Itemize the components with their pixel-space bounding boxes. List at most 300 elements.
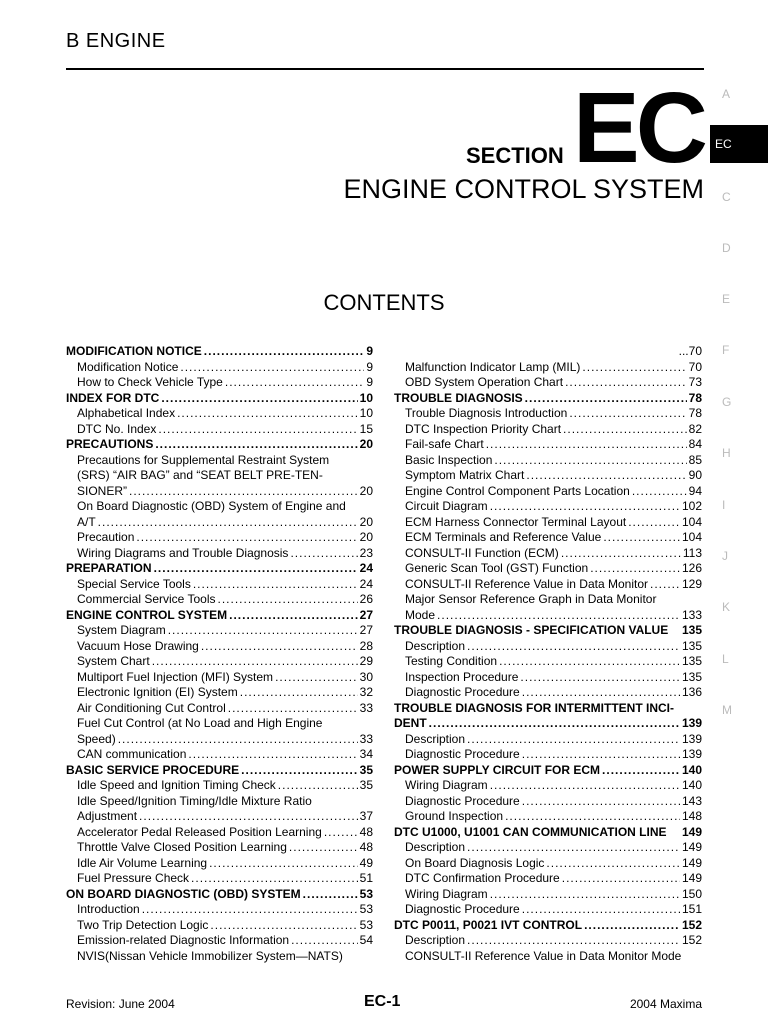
toc-entry-title: Adjustment (77, 809, 138, 823)
toc-entry[interactable] (394, 840, 702, 856)
toc-leader-dots (522, 902, 680, 918)
toc-entry-title: System Diagram (77, 623, 166, 637)
toc-leader-dots (291, 933, 358, 949)
toc-leader-dots (525, 391, 687, 407)
toc-entry-page: 150 (681, 886, 702, 901)
toc-leader-dots (467, 639, 680, 655)
side-tab-letter[interactable]: G (722, 395, 732, 409)
toc-leader-dots (225, 375, 364, 391)
toc-entry[interactable] (394, 670, 702, 686)
toc-entry[interactable] (66, 902, 373, 918)
toc-entry-page: 152 (681, 917, 702, 932)
toc-entry-page: 48 (359, 824, 373, 839)
toc-entry-page: 139 (681, 716, 702, 730)
toc-leader-dots (209, 856, 358, 872)
footer-page-number: EC-1 (364, 993, 401, 1010)
toc-leader-dots (520, 670, 680, 686)
toc-entry-page: 9 (366, 344, 373, 358)
toc-entry-page: 10 (359, 406, 373, 420)
toc-entry-page: 82 (688, 421, 702, 436)
toc-entry[interactable] (66, 918, 373, 934)
toc-leader-dots (303, 887, 358, 903)
toc-entry-title: Throttle Valve Closed Position Learning (77, 840, 287, 854)
toc-entry-title: A/T (77, 514, 96, 529)
toc-leader-dots (499, 654, 680, 670)
toc-entry[interactable] (66, 794, 373, 810)
toc-entry-title: DTC Inspection Priority Chart (405, 421, 562, 436)
toc-entry-page: 73 (688, 375, 702, 389)
toc-entry-page: 37 (359, 809, 373, 823)
toc-leader-dots (290, 546, 357, 562)
toc-entry[interactable] (394, 546, 702, 562)
toc-leader-dots (218, 592, 358, 608)
toc-leader-dots (289, 840, 358, 856)
toc-entry[interactable] (66, 654, 373, 670)
toc-entry-page: 9 (366, 359, 373, 374)
toc-leader-dots (158, 422, 357, 438)
toc-leader-dots (429, 716, 680, 732)
toc-entry-page: 78 (688, 390, 702, 405)
toc-entry[interactable] (394, 856, 702, 872)
toc-entry-title: Description (405, 731, 466, 746)
toc-entry[interactable] (394, 406, 702, 422)
toc-entry-page: 139 (681, 731, 702, 746)
toc-entry-page: 48 (359, 840, 373, 854)
toc-entry-page: 113 (682, 545, 702, 560)
toc-leader-dots (191, 871, 358, 887)
toc-leader-dots (188, 747, 357, 763)
toc-entry-page: 54 (359, 933, 373, 947)
toc-entry-title: Diagnostic Procedure (405, 747, 520, 761)
toc-leader-dots (628, 515, 680, 531)
toc-entry-page: 149 (681, 824, 702, 839)
toc-entry-page: 139 (681, 747, 702, 761)
toc-entry-title: ON BOARD DIAGNOSTIC (OBD) SYSTEM (66, 886, 301, 901)
toc-entry[interactable] (394, 701, 702, 717)
toc-entry-title: TROUBLE DIAGNOSIS FOR INTERMITTENT INCI- (394, 700, 674, 715)
toc-leader-dots (201, 639, 358, 655)
toc-entry[interactable] (394, 515, 702, 531)
toc-entry-title: Malfunction Indicator Lamp (MIL) (405, 359, 581, 374)
running-header: B ENGINE (66, 30, 166, 52)
side-tab-letter[interactable]: M (722, 703, 732, 717)
toc-leader-dots (522, 794, 680, 810)
toc-entry[interactable] (66, 685, 373, 701)
footer-revision: Revision: June 2004 (66, 997, 175, 1011)
toc-entry[interactable] (66, 468, 373, 484)
toc-entry-title: POWER SUPPLY CIRCUIT FOR ECM (394, 762, 601, 777)
toc-entry-title: MODIFICATION NOTICE (66, 344, 202, 358)
toc-leader-dots (494, 453, 686, 469)
toc-entry-page: 20 (359, 483, 373, 498)
side-tab-letter[interactable]: I (722, 498, 726, 512)
toc-entry[interactable] (394, 747, 702, 763)
toc-entry-page: 53 (359, 917, 373, 932)
toc-entry[interactable] (66, 871, 373, 887)
header-rule (66, 68, 704, 70)
toc-entry-title: Description (405, 840, 466, 854)
section-label: SECTION (466, 143, 564, 168)
toc-leader-dots (228, 701, 358, 717)
toc-entry[interactable] (66, 747, 373, 763)
toc-entry[interactable] (394, 887, 702, 903)
toc-entry-page: 20 (359, 530, 373, 544)
toc-entry-title: Air Conditioning Cut Control (77, 700, 226, 715)
toc-entry-title: TROUBLE DIAGNOSIS - SPECIFICATION VALUE (394, 623, 669, 637)
toc-entry[interactable] (394, 577, 702, 593)
toc-entry[interactable] (394, 592, 702, 608)
toc-entry[interactable] (66, 530, 373, 546)
toc-entry-page: 29 (359, 654, 373, 668)
toc-entry-title: Speed) (77, 731, 116, 746)
toc-entry-title: Symptom Matrix Chart (405, 468, 525, 482)
toc-entry[interactable] (66, 763, 373, 779)
toc-entry-page: 15 (359, 421, 373, 436)
toc-leader-dots (668, 623, 682, 639)
toc-entry[interactable] (394, 902, 702, 918)
toc-entry[interactable] (394, 344, 702, 360)
toc-entry[interactable] (66, 887, 373, 903)
toc-entry-page: 85 (688, 452, 702, 467)
toc-entry-page: 27 (359, 623, 373, 637)
toc-entry[interactable] (394, 561, 702, 577)
toc-leader-dots (467, 840, 680, 856)
toc-leader-dots (241, 763, 357, 779)
toc-entry-page: 26 (359, 592, 373, 606)
toc-entry-page: 140 (681, 762, 702, 777)
toc-entry-page: 35 (359, 778, 373, 792)
toc-entry[interactable] (394, 453, 702, 469)
toc-entry-title: ENGINE CONTROL SYSTEM (66, 607, 228, 622)
toc-entry[interactable] (394, 825, 702, 841)
toc-entry-page: 126 (681, 561, 702, 575)
toc-entry-title: Alphabetical Index (77, 406, 176, 420)
toc-leader-dots (129, 484, 358, 500)
toc-entry-title: Special Service Tools (77, 576, 191, 591)
toc-entry-title: System Chart (77, 654, 150, 668)
toc-leader-dots: ... (678, 344, 689, 358)
toc-entry-page: 20 (359, 437, 373, 451)
toc-entry[interactable] (394, 809, 702, 825)
toc-entry-title: Wiring Diagram (405, 886, 488, 901)
toc-entry-title: ECM Terminals and Reference Value (405, 530, 602, 544)
toc-entry-title: DTC U1000, U1001 CAN COMMUNICATION LINE (394, 824, 667, 839)
toc-entry[interactable] (394, 685, 702, 701)
toc-entry-title: CONSULT-II Reference Value in Data Monitor Mode (405, 948, 682, 963)
toc-entry[interactable] (66, 639, 373, 655)
toc-leader-dots (563, 422, 687, 438)
toc-entry-title: Wiring Diagram (405, 778, 488, 792)
toc-entry-title: (SRS) “AIR BAG” and “SEAT BELT PRE-TEN- (77, 468, 323, 482)
toc-entry[interactable] (66, 515, 373, 531)
toc-entry[interactable] (66, 375, 373, 391)
toc-entry-title: Diagnostic Procedure (405, 685, 520, 699)
toc-entry[interactable] (394, 716, 702, 732)
toc-entry-title: ECM Harness Connector Terminal Layout (405, 514, 627, 529)
toc-entry[interactable] (66, 701, 373, 717)
toc-leader-dots (278, 778, 358, 794)
side-tab-letter[interactable]: K (722, 600, 731, 614)
toc-entry[interactable] (66, 577, 373, 593)
toc-leader-dots (561, 546, 681, 562)
toc-entry-title: Vacuum Hose Drawing (77, 638, 199, 653)
toc-entry[interactable] (66, 778, 373, 794)
toc-entry-page: 104 (681, 530, 702, 544)
toc-entry-page: 135 (681, 638, 702, 653)
toc-entry-title: Precautions for Supplemental Restraint System (77, 452, 330, 467)
toc-entry[interactable] (66, 360, 373, 376)
toc-entry-title: Idle Speed/Ignition Timing/Idle Mixture Ratio (77, 793, 312, 808)
toc-entry[interactable] (394, 437, 702, 453)
toc-entry[interactable] (394, 499, 702, 515)
toc-entry-page: 70 (688, 359, 702, 374)
toc-entry[interactable] (66, 670, 373, 686)
toc-entry[interactable] (394, 360, 702, 376)
toc-entry-page: 136 (681, 685, 702, 699)
toc-entry-title: Fuel Cut Control (at No Load and High Engine (77, 716, 323, 730)
toc-entry-title: Idle Air Volume Learning (77, 855, 208, 870)
toc-entry-title: Two Trip Detection Logic (77, 917, 209, 932)
toc-leader-dots (118, 732, 358, 748)
toc-entry[interactable] (66, 623, 373, 639)
side-tab-active[interactable] (710, 125, 768, 163)
toc-entry-page: 149 (681, 840, 702, 854)
toc-leader-dots (562, 871, 680, 887)
toc-entry-title: Inspection Procedure (405, 669, 519, 684)
toc-entry-title: Trouble Diagnosis Introduction (405, 406, 568, 420)
toc-entry-title: CAN communication (77, 747, 187, 761)
toc-entry[interactable] (394, 639, 702, 655)
toc-entry[interactable] (66, 825, 373, 841)
toc-entry[interactable] (394, 391, 702, 407)
toc-entry[interactable] (394, 794, 702, 810)
toc-entry[interactable] (66, 856, 373, 872)
toc-leader-dots (565, 375, 687, 391)
toc-leader-dots (602, 763, 680, 779)
section-title: ENGINE CONTROL SYSTEM (343, 174, 704, 204)
toc-entry-page: 90 (688, 468, 702, 482)
side-tab-letter[interactable]: J (722, 549, 728, 563)
side-tab-letter[interactable]: A (722, 87, 731, 101)
toc-leader-dots (177, 406, 358, 422)
toc-entry-title: Description (405, 638, 466, 653)
toc-entry-title: Engine Control Component Parts Location (405, 483, 630, 498)
toc-leader-dots (590, 561, 680, 577)
toc-leader-dots (98, 515, 358, 531)
toc-entry-title: DENT (394, 716, 427, 730)
toc-entry-title: TROUBLE DIAGNOSIS (394, 390, 523, 405)
toc-entry[interactable] (66, 933, 373, 949)
toc-right-column (394, 344, 702, 964)
toc-leader-dots (139, 809, 358, 825)
toc-leader-dots (569, 406, 686, 422)
toc-leader-dots (666, 825, 681, 841)
toc-entry-page: 149 (681, 855, 702, 870)
toc-entry[interactable] (66, 592, 373, 608)
toc-entry[interactable] (66, 344, 373, 360)
toc-entry-page: 149 (681, 871, 702, 885)
toc-entry-page: 33 (359, 700, 373, 715)
toc-leader-dots (168, 623, 358, 639)
toc-entry[interactable] (394, 530, 702, 546)
toc-entry[interactable] (66, 716, 373, 732)
toc-entry-title: Multiport Fuel Injection (MFI) System (77, 669, 274, 684)
toc-entry-page: 28 (359, 638, 373, 653)
toc-entry-page: 23 (359, 545, 373, 560)
toc-leader-dots (582, 360, 686, 376)
side-tab-letter[interactable]: L (722, 652, 729, 666)
toc-entry-title: PRECAUTIONS (66, 437, 154, 451)
toc-entry[interactable] (394, 375, 702, 391)
toc-entry[interactable] (66, 422, 373, 438)
toc-entry[interactable] (394, 949, 702, 965)
toc-entry[interactable] (394, 484, 702, 500)
toc-entry-title: Diagnostic Procedure (405, 793, 520, 808)
toc-leader-dots (204, 344, 365, 360)
toc-leader-dots (467, 732, 680, 748)
toc-entry-page: 129 (681, 576, 702, 591)
toc-entry-title: CONSULT-II Function (ECM) (405, 545, 559, 560)
side-tab-letter[interactable]: C (722, 190, 731, 204)
toc-entry-title: Modification Notice (77, 359, 179, 374)
toc-entry-page: 20 (359, 514, 373, 529)
toc-entry-title: Wiring Diagrams and Trouble Diagnosis (77, 545, 289, 560)
toc-entry-page: 133 (681, 607, 702, 622)
toc-entry-title: Introduction (77, 902, 140, 916)
toc-entry-page: 78 (688, 406, 702, 420)
toc-leader-dots (467, 933, 680, 949)
toc-entry-page: 104 (681, 514, 702, 529)
toc-entry-title: Testing Condition (405, 654, 498, 668)
toc-entry-title: DTC Confirmation Procedure (405, 871, 560, 885)
toc-entry-title: CONSULT-II Reference Value in Data Monitor (405, 576, 648, 591)
toc-entry-title: DTC P0011, P0021 IVT CONTROL (394, 917, 583, 932)
toc-entry-title: Basic Inspection (405, 452, 493, 467)
toc-entry-title: Major Sensor Reference Graph in Data Monitor (405, 592, 657, 606)
toc-entry-page: 32 (359, 685, 373, 699)
toc-leader-dots (155, 437, 357, 453)
toc-leader-dots (152, 654, 358, 670)
toc-entry-page: 24 (359, 561, 373, 575)
toc-entry-page: 24 (359, 576, 373, 591)
toc-entry-title: Accelerator Pedal Released Position Learning (77, 824, 322, 839)
toc-entry-title: On Board Diagnostic (OBD) System of Engine and (77, 499, 346, 513)
side-tab-letter[interactable]: D (722, 241, 731, 255)
toc-entry[interactable] (66, 453, 373, 469)
toc-entry-page: 30 (359, 669, 373, 684)
toc-entry-title: BASIC SERVICE PROCEDURE (66, 762, 240, 777)
toc-entry[interactable] (394, 778, 702, 794)
toc-entry[interactable] (394, 654, 702, 670)
toc-leader-dots (229, 608, 358, 624)
toc-entry[interactable] (66, 499, 373, 515)
toc-entry-page: 94 (688, 483, 702, 498)
toc-entry-title: Circuit Diagram (405, 499, 488, 513)
side-tab-active-label: EC (715, 137, 732, 151)
toc-entry-page: 70 (688, 344, 702, 358)
toc-leader-dots (210, 918, 357, 934)
toc-entry[interactable] (66, 406, 373, 422)
toc-entry-page: 135 (681, 623, 702, 637)
toc-leader-dots (490, 887, 680, 903)
toc-leader-dots (437, 608, 680, 624)
toc-leader-dots (490, 499, 680, 515)
toc-entry[interactable] (66, 608, 373, 624)
toc-entry-title: DTC No. Index (77, 421, 157, 436)
toc-leader-dots (522, 685, 680, 701)
toc-entry[interactable] (394, 763, 702, 779)
toc-entry[interactable] (66, 949, 373, 965)
toc-entry[interactable] (394, 623, 702, 639)
toc-entry-page: 84 (688, 437, 702, 451)
toc-entry-page: 10 (359, 390, 373, 405)
toc-entry-title: OBD System Operation Chart (405, 375, 564, 389)
side-tab-letter[interactable]: H (722, 446, 731, 460)
toc-entry[interactable] (394, 732, 702, 748)
toc-entry[interactable] (394, 933, 702, 949)
toc-entry-page: 148 (681, 809, 702, 823)
toc-entry-title: NVIS(Nissan Vehicle Immobilizer System—NATS) (77, 948, 343, 963)
toc-entry-title: On Board Diagnosis Logic (405, 855, 545, 870)
toc-entry-page: 27 (359, 607, 373, 622)
toc-entry-page: 53 (359, 902, 373, 916)
toc-entry[interactable] (394, 608, 702, 624)
toc-entry[interactable] (394, 871, 702, 887)
toc-entry[interactable] (66, 809, 373, 825)
toc-entry-title: Fail-safe Chart (405, 437, 484, 451)
toc-entry-page: 49 (359, 855, 373, 870)
toc-entry-title: Idle Speed and Ignition Timing Check (77, 778, 276, 792)
toc-entry-title: PREPARATION (66, 561, 152, 575)
toc-entry-title: Fuel Pressure Check (77, 871, 190, 885)
toc-entry[interactable] (66, 561, 373, 577)
toc-leader-dots (632, 484, 687, 500)
toc-entry[interactable] (394, 468, 702, 484)
toc-entry[interactable] (66, 391, 373, 407)
toc-entry-page: 143 (681, 793, 702, 808)
side-tab-letter[interactable]: F (722, 343, 730, 357)
toc-entry-page: 135 (681, 669, 702, 684)
toc-leader-dots (240, 685, 358, 701)
footer-model: 2004 Maxima (629, 997, 702, 1011)
toc-entry-page: 151 (681, 902, 702, 916)
toc-entry-page: 152 (681, 933, 702, 947)
toc-entry[interactable] (66, 732, 373, 748)
toc-entry-title: Commercial Service Tools (77, 592, 216, 606)
toc-leader-dots (505, 809, 680, 825)
toc-entry[interactable] (394, 422, 702, 438)
toc-entry[interactable] (394, 918, 702, 934)
toc-entry[interactable] (66, 546, 373, 562)
side-tab-letter[interactable]: E (722, 292, 731, 306)
toc-entry-page: 33 (359, 731, 373, 746)
toc-leader-dots (136, 530, 357, 546)
toc-entry[interactable] (66, 840, 373, 856)
toc-entry-title: Diagnostic Procedure (405, 902, 520, 916)
toc-entry-title: How to Check Vehicle Type (77, 375, 223, 389)
toc-leader-dots (180, 360, 364, 376)
toc-entry[interactable] (66, 437, 373, 453)
toc-entry-page: 135 (681, 654, 702, 668)
toc-entry[interactable] (66, 484, 373, 500)
toc-entry-title: Description (405, 933, 466, 947)
toc-leader-dots (526, 468, 686, 484)
toc-entry-title: Emission-related Diagnostic Information (77, 933, 290, 947)
toc-leader-dots (486, 437, 687, 453)
toc-leader-dots (650, 577, 680, 593)
toc-entry-page: 51 (359, 871, 373, 885)
section-code: EC (573, 72, 704, 184)
